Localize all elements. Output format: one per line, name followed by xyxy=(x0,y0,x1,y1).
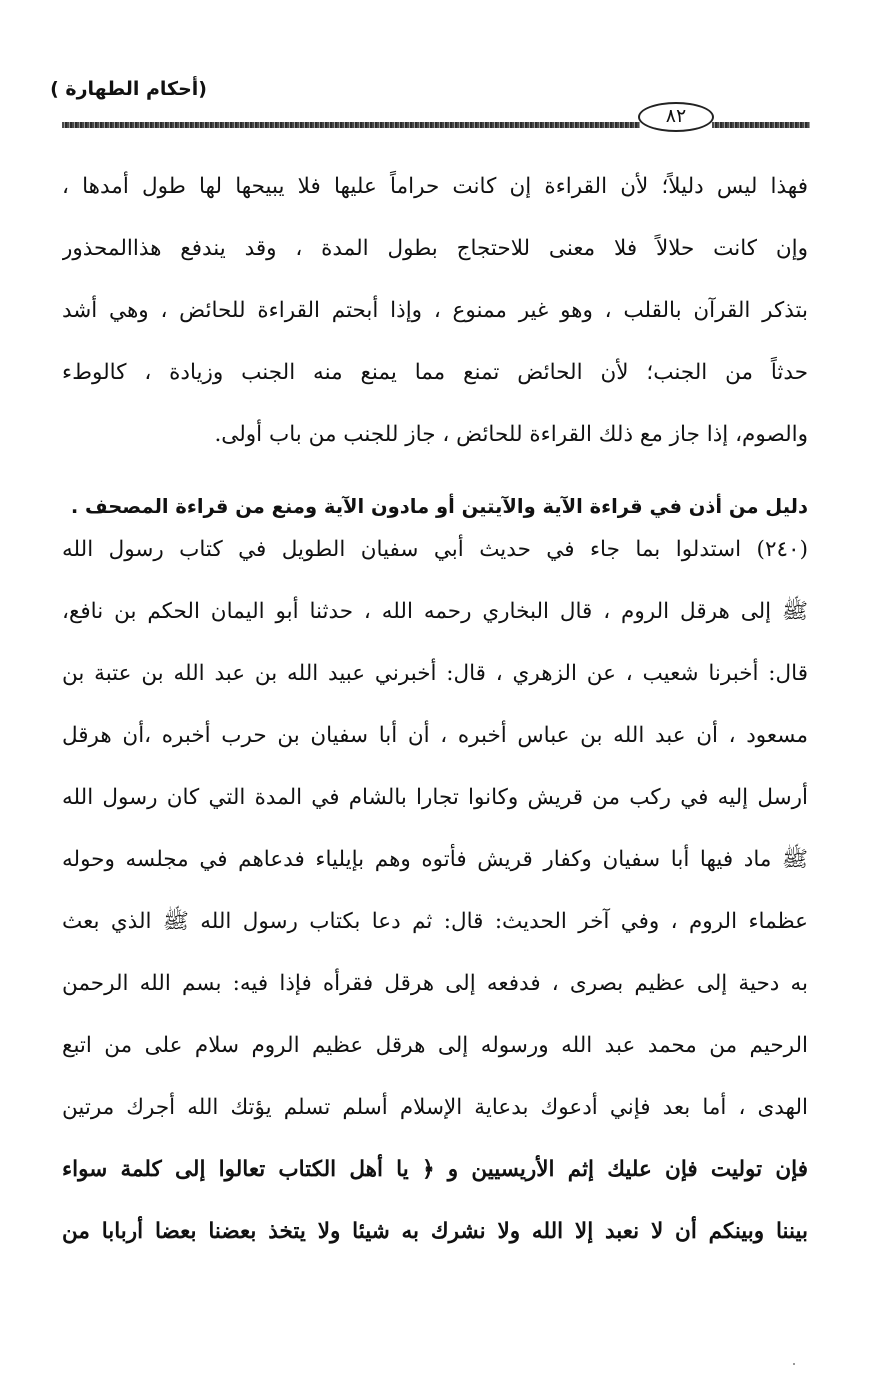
text-line: أرسل إليه في ركب من قريش وكانوا تجارا بالشام في المدة التي كان رسول الله xyxy=(62,785,808,810)
text-line: وإن كانت حلالاً فلا معنى للاحتجاج بطول المدة ، وقد يندفع هذاالمحذور xyxy=(62,236,808,261)
paragraph-2 xyxy=(62,519,808,1263)
running-header-title: (أحكام الطهارة ) xyxy=(50,78,207,100)
text-line: بتذكر القرآن بالقلب ، وهو غير ممنوع ، وإذا أبحتم القراءة للحائض ، وهي أشد xyxy=(62,298,808,323)
text-line: مسعود ، أن عبد الله بن عباس أخبره ، أن أبا سفيان بن حرب أخبره ،أن هرقل xyxy=(62,723,808,748)
text-line: الهدى ، أما بعد فإني أدعوك بدعاية الإسلام أسلم تسلم يؤتك الله أجرك مرتين xyxy=(62,1095,808,1120)
text-line: قال: أخبرنا شعيب ، عن الزهري ، قال: أخبرني عبيد الله بن عبد الله بن عتبة بن xyxy=(62,661,808,686)
text-line: عظماء الروم ، وفي آخر الحديث: قال: ثم دعا بكتاب رسول الله ﷺ الذي بعث xyxy=(62,909,808,934)
text-line: ﷺ إلى هرقل الروم ، قال البخاري رحمه الله ، حدثنا أبو اليمان الحكم بن نافع، xyxy=(62,599,808,624)
text-line: الرحيم من محمد عبد الله ورسوله إلى هرقل عظيم الروم سلام على من اتبع xyxy=(62,1033,808,1058)
header-rule-left xyxy=(62,122,640,128)
header-rule-right xyxy=(712,122,810,128)
text-line: فهذا ليس دليلاً؛ لأن القراءة إن كانت حراماً عليها فلا يبيحها لها طول أمدها ، xyxy=(62,174,808,199)
section-heading: دليل من أذن في قراءة الآية والآيتين أو مادون الآية ومنع من قراءة المصحف . xyxy=(70,495,808,518)
paragraph-1 xyxy=(62,156,808,466)
text-line: به دحية إلى عظيم بصرى ، فدفعه إلى هرقل فقرأه فإذا فيه: بسم الله الرحمن xyxy=(62,971,808,996)
text-line: حدثاً من الجنب؛ لأن الحائض تمنع مما يمنع منه الجنب وزيادة ، كالوطء xyxy=(62,360,808,385)
text-line: والصوم، إذا جاز مع ذلك القراءة للحائض ، جاز للجنب من باب أولى. xyxy=(214,422,808,447)
text-line: (٢٤٠) استدلوا بما جاء في حديث أبي سفيان الطويل في كتاب رسول الله xyxy=(62,537,808,562)
text-line: بيننا وبينكم أن لا نعبد إلا الله ولا نشرك به شيئا ولا يتخذ بعضنا بعضا أربابا من xyxy=(62,1219,808,1244)
text-line: فإن توليت فإن عليك إثم الأريسيين و ﴿ يا أهل الكتاب تعالوا إلى كلمة سواء xyxy=(62,1157,808,1182)
scan-speck xyxy=(793,1363,795,1365)
page-number: ٨٢ xyxy=(665,105,687,127)
text-line: ﷺ ماد فيها أبا سفيان وكفار قريش فأتوه وهم بإيلياء فدعاهم في مجلسه وحوله xyxy=(62,847,808,872)
